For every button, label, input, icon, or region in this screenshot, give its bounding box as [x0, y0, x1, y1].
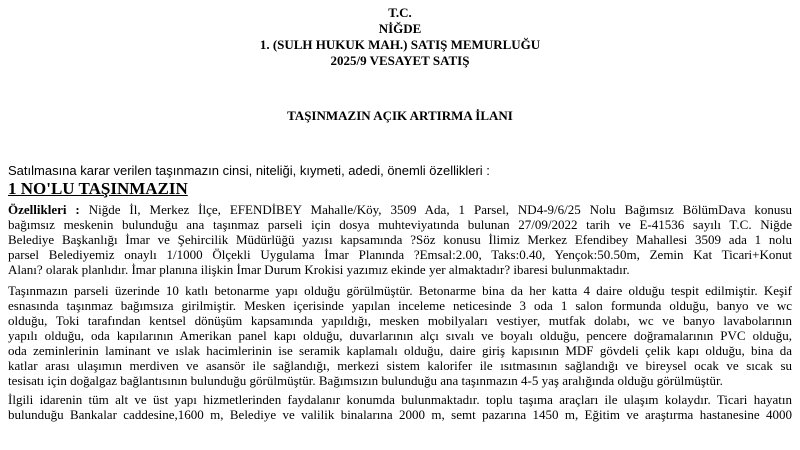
- body-line: bulunduğu Bankalar caddesine,1600 m, Belediye ve valilik binalarına 2000 m, semt pazarına 1450 m, Eğitim ve araştırma hastanesine 4000: [8, 407, 792, 422]
- features-line: bağımsız meskenin bulunduğu ana taşınmaz parseli için dosya muhteviyatında bulunan 27/09/2022 tarih ve E-41536 sayılı T.C. Niğde: [8, 217, 792, 232]
- section-title: 1 NO'LU TAŞINMAZIN: [8, 179, 188, 198]
- notice-title: TAŞINMAZIN AÇIK ARTIRMA İLANI: [287, 108, 513, 123]
- body-line: katlar arası ulaşımın merdiven ve asansör ile sağlandığı, merkezi sistem kalorifer ile ısıtmasının sağlandığı ve bireysel ocak ve sıcak su: [8, 358, 792, 373]
- features-text: Niğde İl, Merkez İlçe, EFENDİBEY Mahalle/Köy, 3509 Ada, 1 Parsel, ND4-9/6/25 Nolu Bağımsız BölümDava konusu: [79, 202, 792, 217]
- body-line: İlgili idarenin tüm alt ve üst yapı hizmetlerinden faydalanır konumda bulunmaktadır. toplu taşıma araçları ile ulaşım kolaydır. Ticari hayatın: [8, 392, 792, 407]
- body-line: yapılı olduğu, oda kapılarının Amerikan panel kapı olduğu, duvarlarının alçı sıvalı ve boyalı olduğu, pencere doğramalarının PVC olduğu,: [8, 328, 792, 343]
- header-office: 1. (SULH HUKUK MAH.) SATIŞ MEMURLUĞU: [259, 37, 541, 52]
- body-line: oda zeminlerinin laminant ve ıslak hacimlerinin ise seramik kaplamalı olduğu, daire giriş kapısının MDF gövdeli çelik kapı olduğu, bina da: [8, 343, 792, 358]
- features-line: parsel Belediyemiz onaylı 1/1000 Ölçekli Uygulama İmar Planında ?Emsal:2.00, Taks:0.40, Yençok:50.50m, Zemin Kat Ticari+Konut: [8, 247, 792, 262]
- body-line: esnasında taşınmaz bağımsıza girilmiştir. Mesken içerisinde yapılan inceleme neticesinde 3 oda 1 salon formunda olduğu, banyo ve wc: [8, 298, 792, 313]
- features-line: Alanı? olarak planlıdır. İmar planına ilişkin İmar Durum Krokisi yazımız ekinde yer almaktadır? ibaresi bulunmaktadır.: [8, 262, 630, 277]
- intro-text: Satılmasına karar verilen taşınmazın cinsi, niteliği, kıymeti, adedi, önemli özellikleri :: [8, 163, 490, 178]
- header-case-number: 2025/9 VESAYET SATIŞ: [330, 53, 470, 68]
- header-country: T.C.: [388, 5, 412, 20]
- body-line: olduğu, Toki tarafından kentsel dönüşüm kapsamında yapıldığı, mesken mobilyaları vestiyer, mutfak dolabı, wc ve banyo lavabolarının: [8, 313, 792, 328]
- header-city: NİĞDE: [378, 21, 422, 36]
- features-line: Belediye Başkanlığı İmar ve Şehircilik Müdürlüğü yazısı kapsamında ?Söz konusu İlimiz Merkez Efendibey Mahallesi 3509 ada 1 nolu: [8, 232, 792, 247]
- body-line: tesisatı için doğalgaz bağlantısının bulunduğu görülmüştür. Bağımsızın bulunduğu ana taşınmazın 4-5 yaş aralığında olduğu görülmüştür.: [8, 373, 723, 388]
- body-line: Taşınmazın parseli üzerinde 10 katlı betonarme yapı olduğu görülmüştür. Betonarme bina da her katta 4 daire olduğu tespit edilmiştir. Keşif: [8, 283, 792, 298]
- features-label: Özellikleri :: [8, 202, 80, 217]
- features-line: [8, 202, 792, 217]
